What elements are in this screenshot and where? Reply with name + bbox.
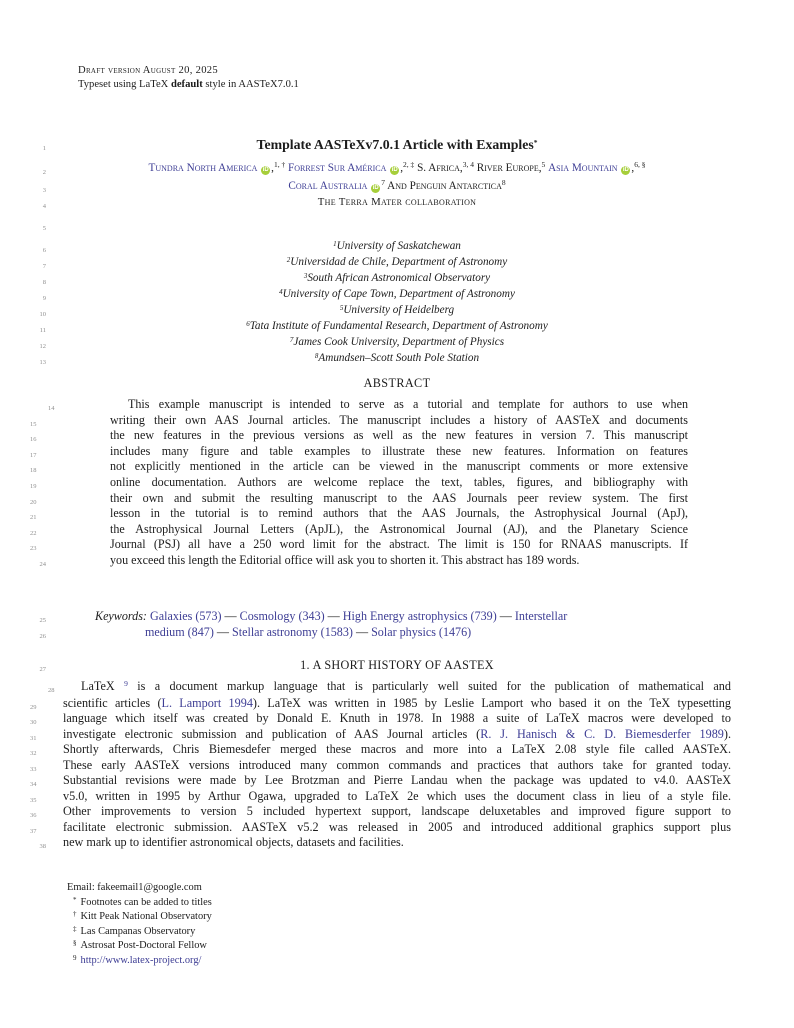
author-name: S. Africa bbox=[417, 162, 460, 174]
author-list bbox=[42, 160, 731, 195]
text-segment: , bbox=[400, 162, 404, 174]
footnote-marker: ‡ bbox=[73, 924, 77, 933]
abstract-text: the new features in the previous versions as well as the new features in version 7. This manuscript bbox=[110, 428, 688, 443]
text-segment: ). LaTeX was written in 1985 by Leslie Lamport who based it on the TeX typesetting bbox=[252, 695, 731, 710]
footnote-line bbox=[73, 910, 212, 925]
text-segment: facilitate electronic submission. AASTeX v5.2 was released in 2005 and introduced additional graphics support plus bbox=[63, 819, 731, 834]
affiliation-text: University of Saskatchewan bbox=[336, 240, 461, 252]
line-number: 6 bbox=[42, 247, 46, 254]
text-segment: , bbox=[271, 162, 274, 174]
collaboration-section bbox=[42, 195, 731, 210]
line-number: 3 bbox=[42, 186, 46, 194]
superscript-marker: 2 bbox=[286, 256, 291, 264]
footnote-marker: † bbox=[73, 910, 77, 918]
text-segment: — bbox=[324, 609, 343, 623]
affiliation-text: Amundsen–Scott South Pole Station bbox=[318, 352, 480, 364]
text-segment: v5.0, written in 1995 by Arthur Ogawa, upgraded to LaTeX 2e which uses the document class in lieu of a style file. bbox=[63, 788, 731, 803]
superscript-marker: 6, § bbox=[634, 160, 646, 169]
author-name: River Europe bbox=[476, 162, 539, 174]
line-number: 29 bbox=[30, 703, 37, 711]
body-line bbox=[30, 804, 731, 820]
paper-title-text: Template AASTeXv7.0.1 Article with Examples bbox=[256, 137, 534, 152]
email-line: Email: fakeemail1@google.com bbox=[67, 882, 202, 893]
citation-link[interactable]: R. J. Hanisch & C. D. Biemesderfer 1989 bbox=[480, 726, 724, 741]
orcid-icon[interactable]: iD bbox=[372, 184, 379, 191]
line-number: 2 bbox=[42, 169, 46, 176]
superscript-marker: 5 bbox=[339, 304, 344, 312]
affiliation-text: Universidad de Chile, Department of Astronomy bbox=[290, 256, 508, 268]
abstract-line bbox=[39, 552, 688, 569]
line-number: 35 bbox=[30, 796, 37, 804]
line-number: 17 bbox=[30, 451, 37, 459]
footnote-text: Footnotes can be added to titles bbox=[80, 896, 212, 908]
line-number: 37 bbox=[30, 827, 37, 835]
superscript-marker: 5 bbox=[541, 160, 546, 169]
affiliation-text: James Cook University, Department of Physics bbox=[293, 336, 505, 348]
typeset-suffix: style in AASTeX7.0.1 bbox=[202, 79, 299, 90]
abstract-text: online documentation. Authors are welcome replace the text, tables, figures, and bibliography with bbox=[110, 474, 688, 489]
collaboration-text: The Terra Mater collaboration bbox=[317, 196, 477, 208]
line-number: 1 bbox=[42, 145, 46, 152]
keyword-link[interactable]: Stellar astronomy (1583) bbox=[232, 624, 353, 639]
abstract-heading: ABSTRACT bbox=[363, 376, 431, 390]
section-heading bbox=[39, 658, 731, 674]
author-line bbox=[42, 177, 731, 196]
author-name-link[interactable]: Forrest Sur América bbox=[288, 162, 390, 174]
text-segment: — bbox=[213, 624, 232, 639]
page-header bbox=[78, 64, 299, 92]
body-line bbox=[30, 788, 731, 805]
typeset-bold-word: default bbox=[170, 79, 203, 90]
footnote-block bbox=[67, 881, 212, 968]
text-segment: Shortly afterwards, Chris Biemesdefer merged these macros and more into a LaTeX 2.08 style file called AASTeX. bbox=[63, 742, 731, 756]
line-number: 23 bbox=[30, 545, 37, 553]
line-number: 18 bbox=[30, 467, 37, 475]
abstract-text: lesson in the tutorial is to remind authors that the AAS Journals, the Astrophysical Journal (ApJ), bbox=[110, 506, 688, 521]
abstract-line bbox=[30, 412, 688, 429]
text-segment: is a document markup language that is particularly well suited for the publication of mathematical and bbox=[127, 679, 731, 693]
footnote-url-link[interactable]: http://www.latex-project.org/ bbox=[80, 954, 202, 966]
footnote-text: Astrosat Post-Doctoral Fellow bbox=[80, 940, 207, 951]
affiliation-list bbox=[39, 239, 731, 367]
affiliation-line bbox=[42, 271, 731, 287]
line-number: 38 bbox=[39, 843, 46, 850]
line-number: 12 bbox=[39, 343, 46, 350]
author-name-link[interactable]: Coral Australia bbox=[288, 179, 371, 192]
text-segment: language which itself was created by Donald E. Knuth in 1978. In 1988 a suite of LaTeX macros were developed to bbox=[63, 711, 731, 725]
abstract-text: not explicitly mentioned in the article can be viewed in the manuscript comments or more extensive bbox=[110, 459, 688, 474]
superscript-marker: 8 bbox=[501, 177, 506, 187]
superscript-marker: 1, † bbox=[273, 160, 286, 169]
affiliation-text: Tata Institute of Fundamental Research, Department of Astronomy bbox=[249, 320, 548, 332]
draft-version-line: Draft version August 20, 2025 bbox=[78, 65, 219, 76]
text-segment: — bbox=[221, 609, 240, 623]
text-segment: These early AASTeX versions introduced many common commands and practices that authors take for granted today. bbox=[63, 757, 731, 772]
affiliation-line bbox=[42, 255, 731, 271]
line-number: 33 bbox=[30, 765, 37, 773]
affiliation-line bbox=[39, 319, 731, 335]
section-heading-block bbox=[39, 658, 731, 674]
text-segment: — bbox=[352, 624, 372, 639]
abstract-text: Journal (PSJ) all have a 250 word limit for the abstract. The limit is 150 for RNAAS manuscripts. If bbox=[110, 537, 688, 552]
line-number: 11 bbox=[39, 327, 46, 334]
text-segment: — bbox=[496, 609, 515, 623]
superscript-marker: 8 bbox=[314, 352, 319, 360]
text-segment: new mark up to identifier astronomical objects, datasets and facilities. bbox=[63, 835, 404, 849]
affiliation-line bbox=[39, 351, 731, 367]
abstract-text: writing their own AAS Journal articles. The manuscript includes a history of AASTeX and documents bbox=[110, 412, 688, 427]
text-segment: Substantial revisions were made by Lee Brotzman and Pierre Landau when the package was updated to v4.0. AASTeX bbox=[63, 773, 731, 787]
line-number: 19 bbox=[30, 482, 37, 490]
superscript-marker: 4 bbox=[279, 288, 283, 296]
author-name-link[interactable]: Asia Mountain bbox=[548, 162, 621, 174]
affiliation-line bbox=[42, 287, 731, 303]
line-number: 10 bbox=[39, 311, 46, 318]
keyword-link[interactable]: medium (847) bbox=[145, 624, 214, 639]
abstract-line bbox=[30, 521, 688, 538]
line-number: 16 bbox=[30, 436, 37, 444]
text-segment: ). bbox=[723, 726, 731, 741]
line-number: 24 bbox=[39, 560, 46, 568]
body-line bbox=[30, 773, 731, 789]
line-number: 30 bbox=[30, 719, 37, 726]
superscript-marker: 1 bbox=[333, 240, 337, 248]
line-number: 34 bbox=[30, 781, 37, 788]
line-number: 31 bbox=[30, 734, 37, 742]
line-number: 7 bbox=[42, 263, 46, 270]
text-segment: Other improvements to version 5 included hypertext support, landscape deluxetables and improved figure support to bbox=[63, 804, 731, 818]
section-heading-text: 1. A SHORT HISTORY OF AASTEX bbox=[300, 658, 494, 672]
keywords-line bbox=[39, 609, 695, 625]
footnote-marker: § bbox=[73, 939, 77, 947]
line-number: 5 bbox=[42, 225, 46, 232]
affiliation-line bbox=[39, 335, 731, 351]
author-line bbox=[42, 160, 731, 178]
text-segment: scientific articles ( bbox=[63, 695, 162, 710]
line-number: 28 bbox=[48, 687, 55, 694]
footnote-line bbox=[73, 954, 212, 969]
line-number: 25 bbox=[39, 617, 46, 624]
orcid-icon[interactable]: iD bbox=[391, 167, 398, 173]
author-name-link[interactable]: Tundra North America bbox=[148, 162, 261, 174]
text-segment: , bbox=[459, 162, 463, 174]
typeset-prefix: Typeset using LaTeX bbox=[78, 79, 171, 90]
footnote-marker: 9 bbox=[73, 953, 77, 962]
body-line bbox=[30, 757, 731, 774]
keyword-link[interactable]: Cosmology (343) bbox=[239, 609, 325, 623]
line-number: 22 bbox=[30, 529, 37, 537]
abstract-text: includes many figure and table examples to illustrate these new features. Information on features bbox=[110, 443, 688, 458]
abstract-line bbox=[30, 474, 688, 491]
keywords-line bbox=[39, 624, 695, 641]
footnote-text: Kitt Peak National Observatory bbox=[80, 911, 212, 922]
body-line bbox=[30, 742, 731, 758]
line-number: 27 bbox=[39, 666, 46, 673]
footnote-text: Las Campanas Observatory bbox=[80, 925, 196, 937]
typeset-line bbox=[78, 78, 299, 92]
line-number: 15 bbox=[30, 420, 37, 428]
collaboration-line bbox=[42, 195, 731, 210]
citation-link[interactable]: L. Lamport 1994 bbox=[161, 695, 253, 710]
text-segment: , bbox=[538, 162, 542, 174]
keyword-link[interactable]: Interstellar bbox=[514, 609, 568, 623]
keyword-link[interactable]: High Energy astrophysics (739) bbox=[342, 609, 497, 623]
orcid-icon[interactable]: iD bbox=[262, 167, 269, 173]
keywords-block bbox=[39, 609, 695, 640]
body-paragraph bbox=[30, 679, 731, 851]
affiliation-line bbox=[39, 303, 731, 319]
line-number: 36 bbox=[30, 812, 37, 819]
blank-line bbox=[42, 221, 731, 235]
abstract-body bbox=[30, 397, 688, 569]
body-line bbox=[30, 695, 731, 712]
abstract-text: you exceed this length the Editorial office will ask you to shorten it. This abstract has 189 words. bbox=[110, 552, 580, 567]
superscript-marker: 3 bbox=[303, 272, 308, 280]
abstract-line bbox=[30, 443, 688, 460]
abstract-line bbox=[30, 506, 688, 522]
paper-title bbox=[42, 135, 731, 156]
line-number: 14 bbox=[48, 405, 55, 412]
footnote-line bbox=[73, 896, 212, 911]
abstract-text: their own and submit the resulting manuscript to the AAS Journals peer review system. The first bbox=[110, 490, 688, 505]
footnote-marker: * bbox=[73, 895, 77, 904]
superscript-marker: 2, ‡ bbox=[403, 160, 415, 169]
footnote-ref-link[interactable]: 9 bbox=[124, 679, 128, 688]
orcid-icon[interactable]: iD bbox=[622, 167, 629, 173]
superscript-marker: 7 bbox=[381, 177, 385, 187]
superscript-marker: 3, 4 bbox=[462, 160, 474, 169]
abstract-text: the Astrophysical Journal Letters (ApJL), the Astronomical Journal (AJ), and the Planetary Science bbox=[110, 521, 688, 536]
abstract-line bbox=[30, 459, 688, 475]
body-line bbox=[39, 835, 731, 851]
line-number: 21 bbox=[30, 514, 37, 522]
footnote-line bbox=[73, 925, 212, 940]
text-segment: LaTeX bbox=[81, 679, 125, 693]
line-number: 4 bbox=[42, 203, 46, 210]
abstract-line bbox=[30, 537, 688, 553]
affiliation-text: South African Astronomical Observatory bbox=[307, 272, 491, 284]
footnote-line bbox=[73, 939, 212, 954]
text-segment: , bbox=[631, 162, 635, 174]
body-line bbox=[30, 726, 731, 743]
line-number: 26 bbox=[39, 632, 46, 640]
body-line bbox=[30, 819, 731, 836]
line-number: 8 bbox=[42, 279, 46, 286]
body-line bbox=[48, 679, 731, 696]
affiliation-line bbox=[42, 239, 731, 255]
text-segment: investigate electronic submission and publication of AAS Journal articles ( bbox=[63, 726, 481, 741]
superscript-marker: 7 bbox=[289, 336, 294, 344]
title-footnote-marker[interactable]: * bbox=[533, 138, 538, 147]
abstract-line bbox=[30, 428, 688, 444]
affiliation-text: University of Heidelberg bbox=[343, 304, 455, 316]
line-number: 32 bbox=[30, 750, 37, 757]
abstract-line bbox=[30, 490, 688, 507]
line-number: 13 bbox=[39, 359, 46, 366]
abstract-text: This example manuscript is intended to serve as a tutorial and template for authors to use when bbox=[128, 397, 688, 411]
author-name: And Penguin Antarctica bbox=[384, 179, 502, 192]
body-line bbox=[30, 711, 731, 727]
line-number: 9 bbox=[42, 295, 46, 302]
italic-label: Keywords: bbox=[95, 609, 150, 623]
keyword-link[interactable]: Galaxies (573) bbox=[149, 609, 222, 623]
keyword-link[interactable]: Solar physics (1476) bbox=[371, 624, 472, 639]
title-section bbox=[42, 135, 731, 156]
line-number: 20 bbox=[30, 498, 37, 506]
abstract-line bbox=[48, 397, 688, 413]
affiliation-text: University of Cape Town, Department of Astronomy bbox=[282, 288, 515, 300]
superscript-marker: 6 bbox=[246, 320, 250, 328]
